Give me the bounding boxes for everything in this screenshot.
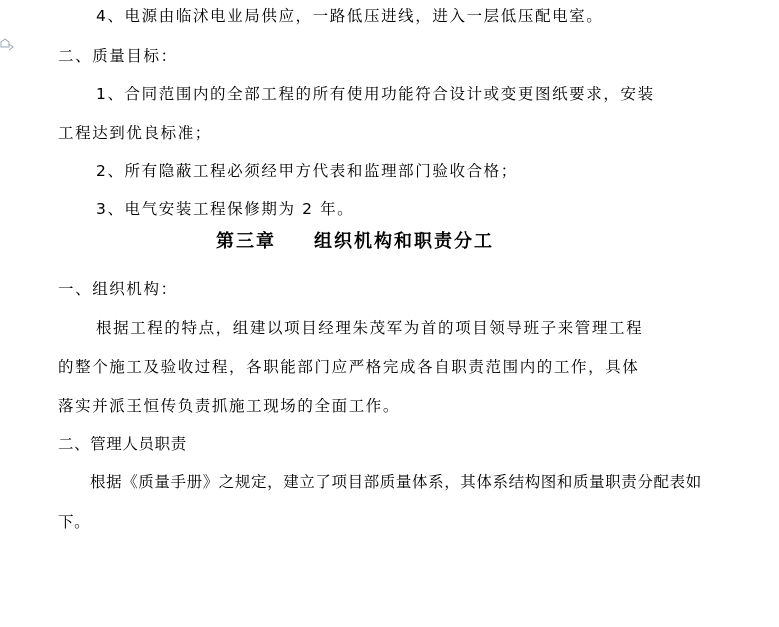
text-line-organization-a: 根据工程的特点，组建以项目经理朱茂军为首的项目领导班子来管理工程 [96,319,644,337]
text-line-quality-manual-b: 下。 [58,513,91,531]
text-line-quality-1a: 1、合同范围内的全部工程的所有使用功能符合设计或变更图纸要求，安装 [96,85,655,103]
heading-quality-goals: 二、质量目标： [58,47,178,65]
text-line-quality-1b: 工程达到优良标准； [58,124,212,142]
text-line-power-supply: 4、电源由临沭电业局供应，一路低压进线，进入一层低压配电室。 [96,7,604,25]
chapter-title: 组织机构和职责分工 [314,231,494,252]
anchor-icon [0,38,14,52]
heading-organization: 一、组织机构： [58,280,178,298]
chapter-heading [216,231,494,253]
text-line-organization-b: 的整个施工及验收过程，各职能部门应严格完成各自职责范围内的工作，具体 [58,358,640,376]
chapter-number: 第三章 [216,231,276,252]
heading-staff-duties: 二、管理人员职责 [58,435,187,453]
text-line-quality-manual-a: 根据《质量手册》之规定，建立了项目部质量体系，其体系结构图和质量职责分配表如 [90,473,702,491]
text-line-quality-3: 3、电气安装工程保修期为 2 年。 [96,200,355,218]
text-line-quality-2: 2、所有隐蔽工程必须经甲方代表和监理部门验收合格； [96,162,518,180]
text-line-organization-c: 落实并派王恒传负责抓施工现场的全面工作。 [58,397,401,415]
